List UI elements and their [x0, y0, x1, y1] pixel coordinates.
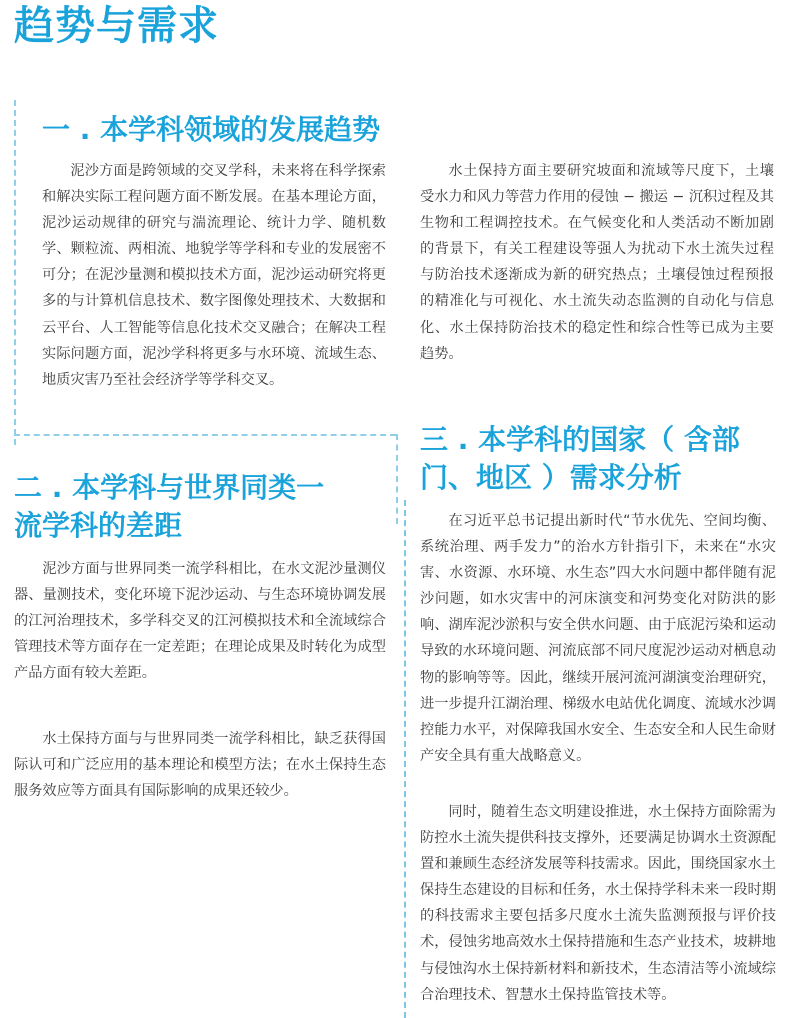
paragraph-soil-conservation-gap: 水土保持方面与与世界同类一流学科相比，缺乏获得国际认可和广泛应用的基本理论和模型方法；在水土保持生态服务效应等方面具有国际影响的成果还较少。 [14, 731, 386, 800]
paragraph-soil-conservation-trend: 水土保持方面主要研究坡面和流域等尺度下，土壤受水力和风力等营力作用的侵蚀 − 搬运 − 沉积过程及其生物和工程调控技术。在气候变化和人类活动不断加剧的背景下，有关工程建设等强人为扰动下水土流失过程与防治技术逐渐成为新的研究热点；土壤侵蚀过程预报的精准化与可视化、水土流失动态监测的自动化与信息化、水土保持防治技术的稳定性和综合性等已成为主要趋势。 [420, 163, 774, 362]
section-heading-national-demand-line-2: 门、地区 ）需求分析 [420, 461, 682, 494]
section-heading-national-demand-line-1: 三 . 本学科的国家（ 含部 [420, 423, 740, 456]
frame-left-line-1 [14, 100, 16, 445]
paragraph-sediment-trend: 泥沙方面是跨领域的交叉学科，未来将在科学探索和解决实际工程问题方面不断发展。在基本理论方面，泥沙运动规律的研究与湍流理论、统计力学、随机数学、颗粒流、两相流、地貌学等学科和专业的发展密不可分；在泥沙量测和模拟技术方面，泥沙运动研究将更多的与计算机信息技术、数字图像处理技术、大数据和云平台、人工智能等信息化技术交叉融合；在解决工程实际问题方面，泥沙学科将更多与水环境、流域生态、地质灾害乃至社会经济学等学科交叉。 [42, 163, 386, 388]
section-heading-gap [14, 469, 399, 545]
paragraph-sediment-gap: 泥沙方面与世界同类一流学科相比，在水文泥沙量测仪器、量测技术，变化环境下泥沙运动、与生态环境协调发展的江河治理技术，多学科交叉的江河模拟技术和全流域综合管理技术等方面存在一定差距；在理论成果及时转化为成型产品方面有较大差距。 [14, 561, 386, 682]
frame-bottom-line-1 [14, 434, 396, 436]
paragraph-sediment-demand: 在习近平总书记提出新时代“节水优先、空间均衡、系统治理、两手发力”的治水方针指引下，未来在“水灾害、水资源、水环境、水生态”四大水问题中都伴随有泥沙问题，如水灾害中的河床演变和河势变化对防洪的影响、湖库泥沙淤积与安全供水问题、由于底泥污染和运动导致的水环境问题、河流底部不同尺度泥沙运动对栖息动物的影响等等。因此，继续开展河流河湖演变治理研究，进一步提升江湖治理、梯级水电站优化调度、流域水沙调控能力水平，对保障我国水安全、生态安全和人民生命财产安全具有重大战略意义。 [420, 513, 776, 764]
paragraph-soil-conservation-demand: 同时，随着生态文明建设推进，水土保持方面除需为防控水土流失提供科技支撑外，还要满足协调水土资源配置和兼顾生态经济发展等科技需求。因此，围绕国家水土保持生态建设的目标和任务，水土保持学科未来一段时期的科技需求主要包括多尺度水土流失监测预报与评价技术，侵蚀劣地高效水土保持措施和生态产业技术，坡耕地与侵蚀沟水土保持新材料和新技术，生态清洁等小流域综合治理技术、智慧水土保持监管技术等。 [420, 804, 776, 1003]
section-heading-development-trend: 一 . 本学科领域的发展趋势 [42, 113, 381, 146]
section-heading-gap-line-2: 流学科的差距 [14, 509, 183, 542]
section-heading-national-demand [420, 421, 790, 497]
frame-left-line-3 [404, 500, 406, 1018]
section-heading-gap-line-1: 二 . 本学科与世界同类一 [14, 471, 325, 504]
page-title: 趋势与需求 [14, 3, 219, 49]
